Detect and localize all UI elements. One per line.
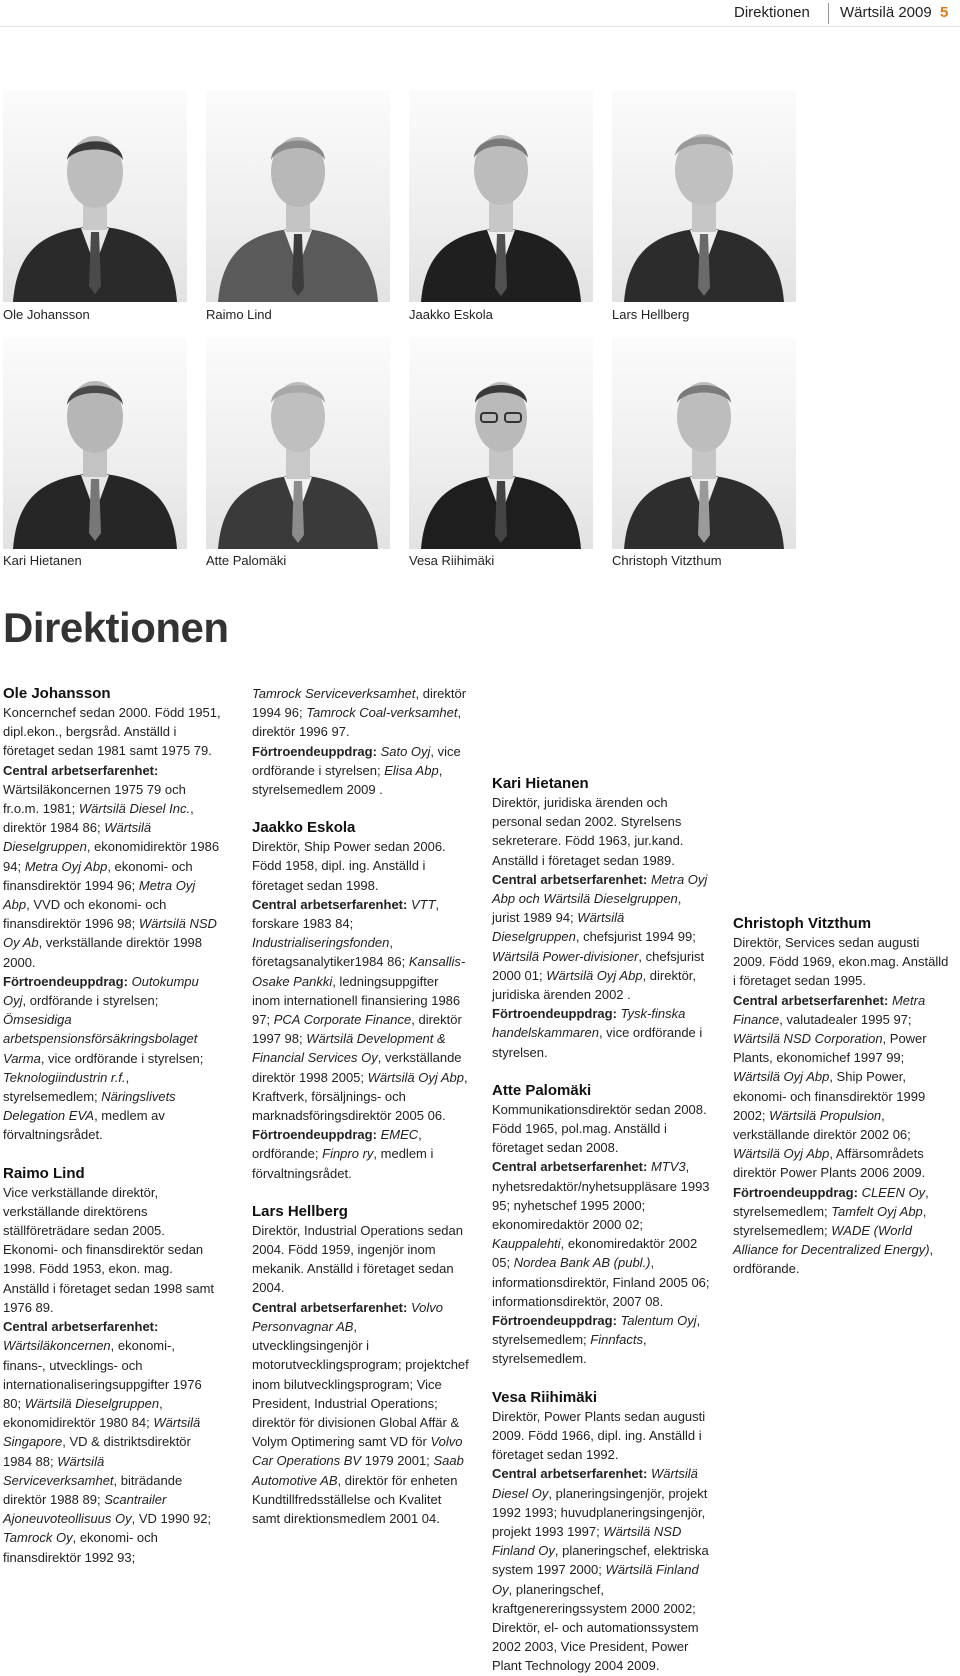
page-number: 5 [940, 4, 949, 21]
portrait-photo [409, 337, 593, 549]
bio-career: Central arbetserfarenhet: Metra Finance, valutadealer 1995 97; Wärtsilä NSD Corporation, Power Plants, ekonomichef 1997 99; Wärtsilä Oyj Abp, Ship Power, ekonomi- och finansdirektör 1999 2002; Wärtsilä Propulsion, verkställande direktör 2002 06; Wärtsilä Oyj Abp, Affärsområdets direktör Power Plants 2006 2009. [733, 992, 927, 1181]
bio-intro: Direktör, Services sedan augusti 2009. Född 1969, ekon.mag. Anställd i företaget sedan 1995. [733, 935, 949, 989]
portrait-photo [612, 90, 796, 302]
bio-name: Christoph Vitzthum [733, 915, 872, 932]
bio-trust: Förtroendeuppdrag: Outokumpu Oyj, ordförande i styrelsen; Ömsesidiga arbetspensionsförsäkringsbolaget Varma, vice ordförande i styrelsen; Teknologiindustrin r.f., styrelsemedlem; Näringslivets Delegation EVA, medlem av förvaltningsrådet. [3, 973, 204, 1143]
photo-caption: Lars Hellberg [612, 307, 690, 322]
photo-caption: Raimo Lind [206, 307, 272, 322]
bio-intro: Direktör, juridiska ärenden och personal sedan 2002. Styrelsens sekreterare. Född 1963, jur.kand. Anställd i företaget sedan 1989. [492, 795, 684, 868]
portrait-photo [409, 90, 593, 302]
bio-career: Central arbetserfarenhet: Wärtsiläkoncernen, ekonomi-, finans-, utvecklings- och internationaliseringsuppgifter 1976 80; Wärtsilä Dieselgruppen, ekonomidirektör 1980 84; Wärtsilä Singapore, VD & distriktsdirektör 1984 88; Wärtsilä Serviceverksamhet, biträdande direktör 1988 89; Scantrailer Ajoneuvoteollisuus Oy, VD 1990 92; Tamrock Oy, ekonomi- och finansdirektör 1992 93; [3, 1319, 212, 1565]
portrait-photo [3, 90, 187, 302]
photo-caption: Jaakko Eskola [409, 307, 493, 322]
bio-career: Central arbetserfarenhet: Wärtsilä Diesel Oy, planeringsingenjör, projekt 1992 1993; huvudplaneringsingenjör, projekt 1993 1997; Wärtsilä NSD Finland Oy, planeringschef, elektriska system 1997 2000; Wärtsilä Finland Oy, planeringschef, kraftgenereringssystem 2000 2002; Direktör, el- och automationssystem 2002 2003, Vice President, Power Plant Technology 2004 2009. [492, 1466, 709, 1674]
bio-trust: Förtroendeuppdrag: Sato Oyj, vice ordförande i styrelsen; Elisa Abp, styrelsemedlem 2009 . [252, 743, 461, 798]
bio-career: Central arbetserfarenhet: Wärtsiläkoncernen 1975 79 och fr.o.m. 1981; Wärtsilä Diesel Inc., direktör 1984 86; Wärtsilä Dieselgruppen, ekonomidirektör 1986 94; Metra Oyj Abp, ekonomi- och finansdirektör 1994 96; Metra Oyj Abp, VVD och ekonomi- och finansdirektör 1996 98; Wärtsilä NSD Oy Ab, verkställande direktör 1998 2000. [3, 762, 220, 970]
bio-career: Central arbetserfarenhet: Volvo Personvagnar AB, utvecklingsingenjör i motorutvecklingsprogram; projektchef inom bilutvecklingsprogram; Vice President, Industrial Operations; direktör för divisionen Global Affär & Volym Optimering samt VD för Volvo Car Operations BV 1979 2001; Saab Automotive AB, direktör för enheten Kundtillfredsställelse och Kvalitet samt direktionsmedlem 2001 04. [252, 1299, 469, 1526]
page-title: Direktionen [3, 604, 229, 651]
bio-name: Raimo Lind [3, 1164, 85, 1182]
header-rule [0, 26, 960, 27]
header-separator [828, 3, 829, 24]
bio-career: Central arbetserfarenhet: Metra Oyj Abp och Wärtsilä Dieselgruppen, jurist 1989 94; Wärtsilä Dieselgruppen, chefsjurist 1994 99; Wärtsilä Power-divisioner, chefsjurist 2000 01; Wärtsilä Oyj Abp, direktör, juridiska ärenden 2002 . [492, 871, 708, 1003]
bio-column [3, 684, 221, 1567]
bio-column [492, 774, 710, 1676]
header-report-title: Wärtsilä 2009 [840, 4, 932, 21]
bio-intro: Vice verkställande direktör, verkställande direktörens ställföreträdare sedan 2005. Ekonomi- och finansdirektör sedan 1998. Född 1953, ekon. mag. Anställd i företaget sedan 1998 samt 1976 89. [3, 1184, 215, 1315]
photo-caption: Kari Hietanen [3, 553, 82, 568]
bio-intro: Direktör, Industrial Operations sedan 2004. Född 1959, ingenjör inom mekanik. Anställd i företaget sedan 2004. [252, 1222, 463, 1296]
bio-name: Jaakko Eskola [252, 819, 356, 837]
bio-name: Kari Hietanen [492, 775, 589, 792]
bio-intro: Koncernchef sedan 2000. Född 1951, dipl.ekon., bergsråd. Anställd i företaget sedan 1981 samt 1975 79. [3, 705, 221, 759]
bio-name: Lars Hellberg [252, 1202, 348, 1220]
portrait-photo [206, 337, 390, 549]
bio-intro: Kommunikationsdirektör sedan 2008. Född 1965, pol.mag. Anställd i företaget sedan 2008. [492, 1101, 707, 1156]
bio-intro: Direktör, Ship Power sedan 2006. Född 1958, dipl. ing. Anställd i företaget sedan 1998. [252, 839, 446, 893]
page-header [0, 0, 960, 26]
bio-trust: Förtroendeuppdrag: Talentum Oyj, styrelsemedlem; Finnfacts, styrelsemedlem. [492, 1313, 701, 1367]
bio-intro: Direktör, Power Plants sedan augusti 2009. Född 1966, dipl. ing. Anställd i företaget sedan 1992. [492, 1408, 706, 1463]
photo-caption: Christoph Vitzthum [612, 553, 722, 568]
bio-career-continued: Tamrock Serviceverksamhet, direktör 1994 96; Tamrock Coal-verksamhet, direktör 1996 97. [252, 686, 467, 740]
portrait-photo [612, 337, 796, 549]
bio-trust: Förtroendeuppdrag: CLEEN Oy, styrelsemedlem; Tamfelt Oyj Abp, styrelsemedlem; WADE (World Alliance for Decentralized Energy), ordförande. [733, 1184, 934, 1277]
photo-caption: Atte Palomäki [206, 553, 287, 568]
bio-name: Atte Palomäki [492, 1081, 592, 1099]
header-section-title: Direktionen [734, 4, 810, 21]
bio-name: Vesa Riihimäki [492, 1388, 598, 1406]
photo-caption: Vesa Riihimäki [409, 553, 495, 568]
portrait-photo [206, 90, 390, 302]
bio-column [252, 684, 470, 1528]
bio-column [733, 914, 951, 1279]
bio-name: Ole Johansson [3, 685, 111, 702]
bio-career: Central arbetserfarenhet: VTT, forskare 1983 84; Industrialiseringsfonden, företagsanalytiker1984 86; Kansallis-Osake Pankki, ledningsuppgifter inom internationell finansiering 1986 97; PCA Corporate Finance, direktör 1997 98; Wärtsilä Development & Financial Services Oy, verkställande direktör 1998 2005; Wärtsilä Oyj Abp, Kraftverk, försäljnings- och marknadsföringsdirektör 2005 06. [252, 896, 468, 1124]
photo-caption: Ole Johansson [3, 307, 90, 322]
bio-trust: Förtroendeuppdrag: EMEC, ordförande; Finpro ry, medlem i förvaltningsrådet. [252, 1127, 434, 1181]
bio-trust: Förtroendeuppdrag: Tysk-finska handelskammaren, vice ordförande i styrelsen. [492, 1006, 703, 1060]
bio-career: Central arbetserfarenhet: MTV3, nyhetsredaktör/nyhetsuppläsare 1993 95; nyhetschef 1995 2000; ekonomiredaktör 2000 02; Kauppalehti, ekonomiredaktör 2002 05; Nordea Bank AB (publ.), informationsdirektör, Finland 2005 06; informationsdirektör, 2007 08. [492, 1159, 710, 1309]
portrait-photo [3, 337, 187, 549]
